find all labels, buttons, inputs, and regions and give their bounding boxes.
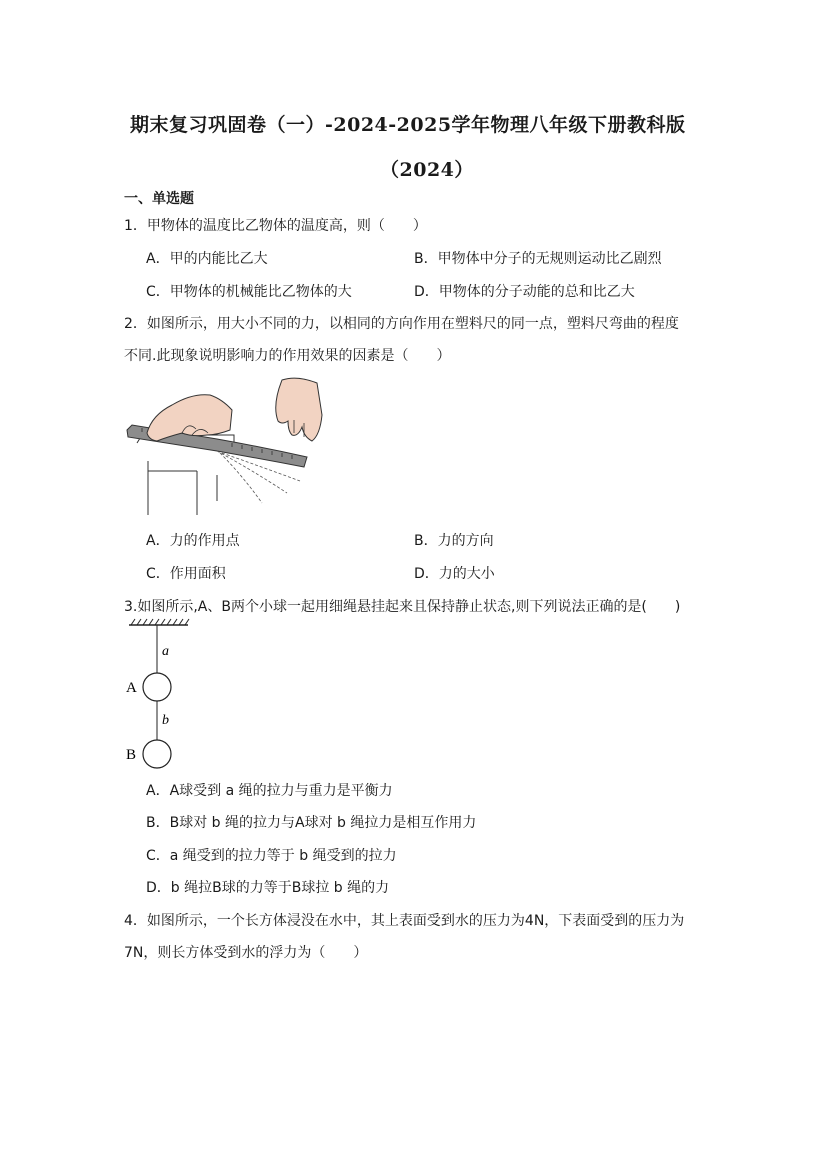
right-hand (276, 378, 322, 441)
ball-a-label: A (126, 680, 137, 696)
question-2-stem-line1: 2．如图所示，用大小不同的力，以相同的方向作用在塑料尺的同一点，塑料尺弯曲的程度 (124, 316, 679, 332)
page-title: 期末复习巩固卷（一）-2024-2025学年物理八年级下册教科版 (130, 114, 686, 136)
section-heading: 一、单选题 (124, 191, 194, 207)
question-2-option-c[interactable]: C．作用面积 (146, 566, 226, 582)
question-1-stem: 1．甲物体的温度比乙物体的温度高，则（ ） (124, 218, 427, 234)
question-4-stem-line2: 7N，则长方体受到水的浮力为（ ） (124, 945, 368, 961)
question-3-option-d[interactable]: D．b 绳拉B球的力等于B球拉 b 绳的力 (146, 880, 390, 896)
ball-b-label: B (126, 747, 137, 763)
question-1-option-c[interactable]: C．甲物体的机械能比乙物体的大 (146, 284, 352, 300)
question-1-option-b[interactable]: B．甲物体中分子的无规则运动比乙剧烈 (414, 251, 662, 267)
rope-b-label: b (162, 713, 169, 728)
ceiling-hatching (131, 619, 189, 625)
question-4-stem-line1: 4．如图所示，一个长方体浸没在水中，其上表面受到水的压力为4N，下表面受到的压力为 (124, 913, 685, 929)
page-title-year: （2024） (380, 159, 474, 181)
question-2-option-d[interactable]: D．力的大小 (414, 566, 495, 582)
question-2-option-b[interactable]: B．力的方向 (414, 533, 494, 549)
question-1-option-a[interactable]: A．甲的内能比乙大 (146, 251, 268, 267)
ruler-bending-figure (122, 375, 332, 515)
question-2-option-a[interactable]: A．力的作用点 (146, 533, 240, 549)
hanging-balls-figure (120, 618, 200, 770)
ball-b (143, 740, 171, 768)
question-3-option-b[interactable]: B．B球对 b 绳的拉力与A球对 b 绳拉力是相互作用力 (146, 815, 477, 831)
question-3-option-a[interactable]: A．A球受到 a 绳的拉力与重力是平衡力 (146, 783, 393, 799)
question-3-stem: 3.如图所示,A、B两个小球一起用细绳悬挂起来且保持静止状态,则下列说法正确的是( ) (124, 599, 681, 615)
question-3-option-c[interactable]: C．a 绳受到的拉力等于 b 绳受到的拉力 (146, 848, 397, 864)
question-2-stem-line2: 不同.此现象说明影响力的作用效果的因素是（ ） (124, 348, 451, 364)
rope-a-label: a (162, 644, 169, 659)
left-hand (147, 395, 232, 441)
ball-a (143, 673, 171, 701)
question-1-option-d[interactable]: D．甲物体的分子动能的总和比乙大 (414, 284, 635, 300)
